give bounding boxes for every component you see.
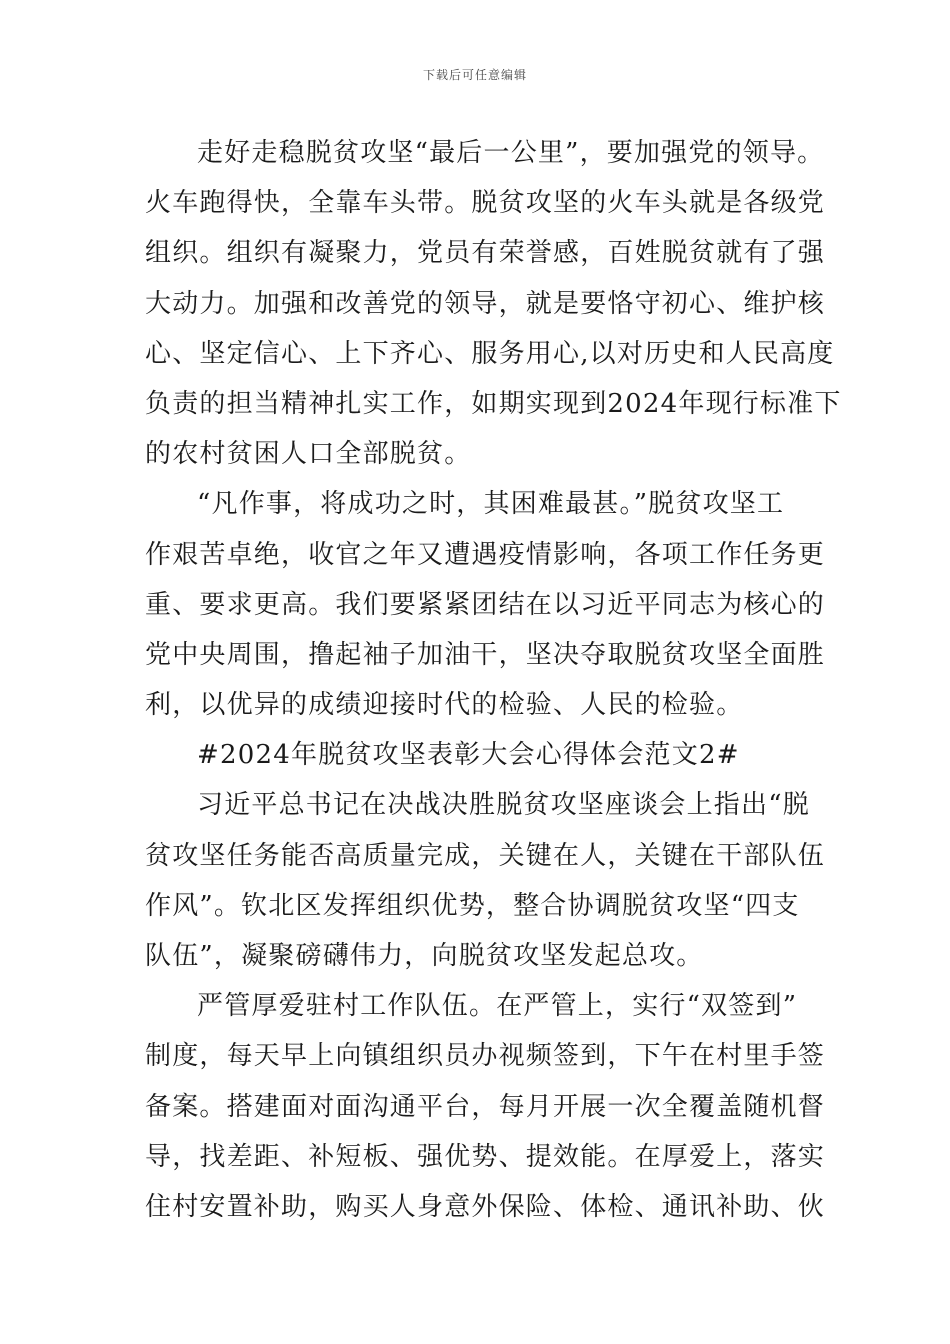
header-note: 下载后可任意编辑 [422,68,527,82]
section-heading: #2024年脱贫攻坚表彰大会心得体会范文2# [197,740,740,771]
paragraph-line: 严管厚爱驻村工作队伍。在严管上，实行“双签到” [197,991,798,1022]
paragraph-line: 习近平总书记在决战决胜脱贫攻坚座谈会上指出“脱 [197,790,810,821]
paragraph-line: 火车跑得快，全靠车头带。脱贫攻坚的火车头就是各级党 [145,188,826,219]
paragraph-line: 大动力。加强和改善党的领导，就是要恪守初心、维护核 [145,288,826,319]
paragraph-line: 贫攻坚任务能否高质量完成，关键在人，关键在干部队伍 [145,840,826,871]
paragraph-line: 利，以优异的成绩迎接时代的检验、人民的检验。 [145,690,744,721]
document-body [145,128,842,1232]
paragraph-line: 负责的担当精神扎实工作，如期实现到2024年现行标准下 [145,388,842,419]
paragraph-line: 制度，每天早上向镇组织员办视频签到，下午在村里手签 [145,1041,826,1072]
paragraph-line: 心、坚定信心、上下齐心、服务用心,以对历史和人民高度 [145,338,835,369]
paragraph-line: 导，找差距、补短板、强优势、提效能。在厚爱上，落实 [145,1141,826,1172]
paragraph-line: 党中央周围，撸起袖子加油干，坚决夺取脱贫攻坚全面胜 [145,639,826,670]
paragraph-line: 的农村贫困人口全部脱贫。 [145,439,472,470]
paragraph-line: 作艰苦卓绝，收官之年又遭遇疫情影响，各项工作任务更 [145,539,826,570]
paragraph-line: 走好走稳脱贫攻坚“最后一公里”，要加强党的领导。 [197,138,825,168]
paragraph-line: 组织。组织有凝聚力，党员有荣誉感，百姓脱贫就有了强 [145,238,826,269]
paragraph-line: 住村安置补助，购买人身意外保险、体检、通讯补助、伙 [145,1191,826,1222]
paragraph-line: 作风”。钦北区发挥组织优势，整合协调脱贫攻坚“四支 [145,890,800,921]
paragraph-line: 重、要求更高。我们要紧紧团结在以习近平同志为核心的 [145,589,826,620]
paragraph-line: “凡作事，将成功之时，其困难最甚。”脱贫攻坚工 [197,489,785,520]
paragraph-line: 备案。搭建面对面沟通平台，每月开展一次全覆盖随机督 [145,1091,826,1122]
paragraph-line: 队伍”，凝聚磅礴伟力，向脱贫攻坚发起总攻。 [145,941,704,971]
